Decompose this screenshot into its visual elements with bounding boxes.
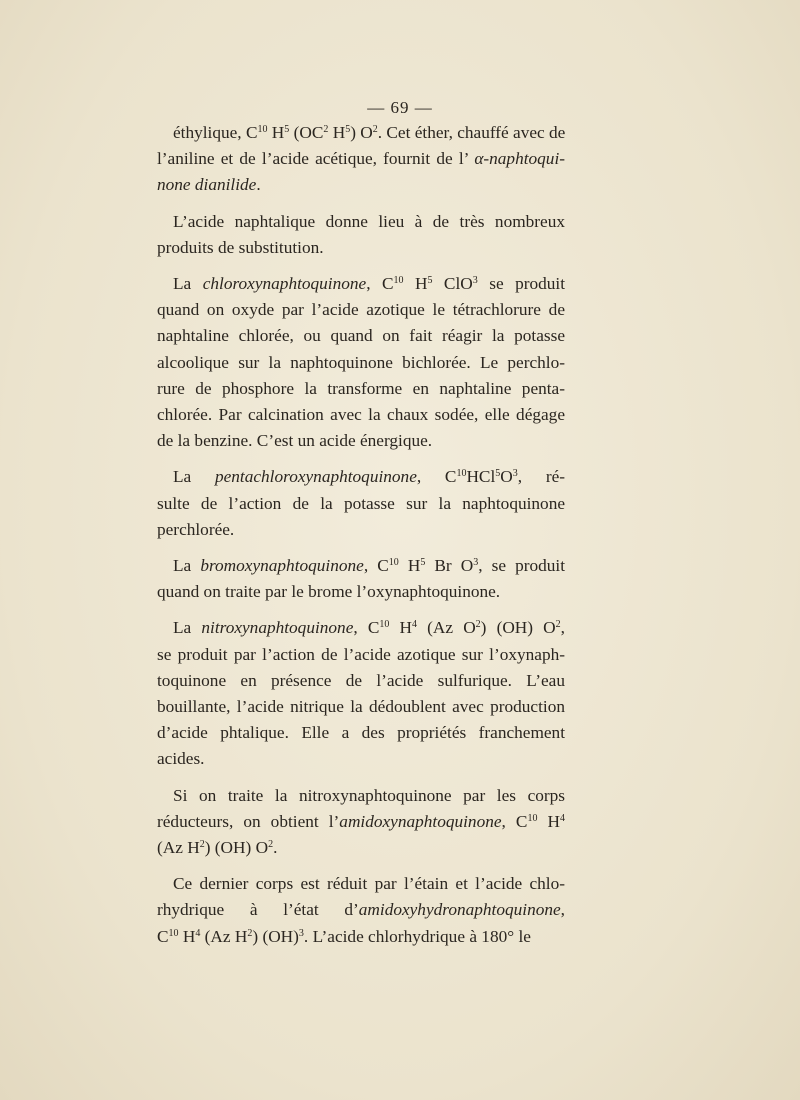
paragraph [157,783,565,862]
text-line: éthylique, $C^{10}$ $H^5$ ($OC^2$ $H^5$) $O^2$. Cet éther, chauffé avec de [173,123,566,142]
text-line: de la benzine. C’est un acide énergique. [157,431,433,451]
text-line: La chloroxynaphtoquinone, $C^{10}$ $H^5$ ClO$^3$ se produit [173,274,565,294]
italic-term: α-naphtoqui- [474,149,565,169]
superscript: 3 [298,927,304,939]
text-line: d’acide phtalique. Elle a des propriétés franchement [157,723,565,743]
superscript: 10 [168,927,179,939]
superscript: 2 [475,619,481,631]
text-line: rure de phosphore la transforme en naphtaline penta- [157,378,565,398]
superscript: 10 [388,557,399,569]
text-line: rhydrique à l’état d’amidoxyhydronaphtoquinone, [157,900,565,920]
paragraph [157,271,565,454]
text-line: La nitroxynaphtoquinone, $C^{10}$ $H^4$ (Az $O^2$) (OH) $O^2$, [173,618,565,638]
text-line: bouillante, l’acide nitrique la dédoublent avec production [157,697,565,717]
text-line: l’aniline et de l’acide acétique, fournit de l’ α-naphtoqui- [157,149,565,169]
paragraph [157,615,565,772]
text-line: quand on oxyde par l’acide azotique le tétrachlorure de [157,300,565,320]
body-text [157,120,565,960]
paragraph [157,209,565,261]
superscript: 10 [379,619,390,631]
superscript: 2 [199,839,205,851]
superscript: 10 [257,124,268,135]
superscript: 4 [412,619,417,631]
superscript: 10 [393,275,404,287]
superscript: 2 [268,839,274,851]
paragraph [157,553,565,605]
text-line: $C^{10}$ $H^4$ (Az $H^2$) (OH)$^3$. L’acide chlorhydrique à 180° le [157,926,531,946]
text-line: chlorée. Par calcination avec la chaux sodée, elle dégage [157,405,565,425]
text-line: quand on traite par le brome l’oxynaphtoquinone. [157,582,501,602]
text-line: sulte de l’action de la potasse sur la naphtoquinone [157,493,565,513]
text-line: perchlorée. [157,519,235,539]
text-line: none dianilide. [157,175,261,195]
text-line: La pentachloroxynaphtoquinone, $C^{10}HCl^5O^3$, ré- [173,467,565,487]
superscript: 3 [473,557,479,569]
italic-term: nitroxynaphtoquinone [201,618,354,638]
superscript: 5 [427,275,433,287]
text-line: produits de substitution. [157,237,324,257]
text-line: naphtaline chlorée, ou quand on fait réagir la potasse [157,326,565,346]
paragraph [157,464,565,543]
superscript: 10 [456,468,467,480]
superscript: 5 [284,124,290,135]
superscript: 5 [345,124,351,135]
italic-term: amidoxynaphtoquinone [339,811,502,831]
text-line: acides. [157,749,205,769]
superscript: 2 [323,124,329,135]
superscript: 10 [527,812,538,824]
superscript: 2 [247,927,253,939]
text-line: L’acide naphtalique donne lieu à de très nombreux [173,211,565,231]
text-line: réducteurs, on obtient l’amidoxynaphtoquinone, $C^{10}$ $H^4$ [157,811,565,831]
page-number: — 69 — [367,98,433,117]
superscript: 5 [495,468,501,480]
superscript: 3 [512,468,518,480]
superscript: 2 [372,124,378,135]
paragraph [157,871,565,950]
text-line: se produit par l’action de l’acide azotique sur l’oxynaph- [157,644,565,664]
paragraph [157,120,565,199]
superscript: 3 [472,275,478,287]
superscript: 5 [420,557,426,569]
text-line: toquinone en présence de l’acide sulfurique. L’eau [157,670,565,690]
text-line: La bromoxynaphtoquinone, $C^{10}$ $H^5$ Br $O^3$, se produit [173,556,566,576]
text-line: Ce dernier corps est réduit par l’étain et l’acide chlo- [173,874,565,894]
italic-term: amidoxyhydronaphtoquinone [358,900,561,920]
superscript: 4 [559,812,565,824]
italic-term: bromoxynaphtoquinone [200,556,364,576]
italic-term: chloroxynaphtoquinone [202,274,367,294]
italic-term: pentachloroxynaphtoquinone [214,467,417,487]
text-line: Si on traite la nitroxynaphtoquinone par les corps [173,785,565,805]
superscript: 2 [555,619,561,631]
text-line: (Az $H^2$) (OH) $O^2$. [157,838,278,858]
superscript: 4 [195,927,201,939]
italic-term: none dianilide [157,175,257,195]
text-line: alcoolique sur la naphtoquinone bichlorée. Le perchlo- [157,352,565,372]
